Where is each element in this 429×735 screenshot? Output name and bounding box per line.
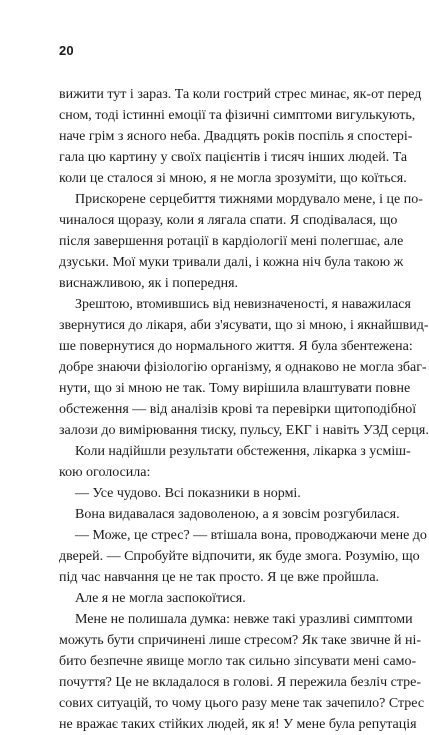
text-line: коли це сталося зі мною, я не могла зрозуміти, що коїться. (59, 171, 407, 186)
body-text (59, 84, 429, 735)
text-line: Мене не полишала думка: невже такі уразливі симптоми (75, 612, 413, 627)
text-line: — Усе чудово. Всі показники в нормі. (75, 486, 301, 501)
text-line: Але я не могла заспокоїтися. (75, 591, 246, 606)
text-line: вижити тут і зараз. Та коли гострий стрес минає, як-от перед (59, 87, 422, 102)
text-line: під час навчання це не так просто. Я це вже пройшла. (59, 570, 380, 585)
text-line: бито безпечне явище могло так сильно зіпсувати мені само- (59, 654, 417, 669)
text-line: залози до вимірювання тиску, пульсу, ЕКГ і навіть УЗД серця. (59, 423, 429, 438)
text-line: ше повернутися до нормального життя. Я була збентежена: (59, 339, 413, 354)
text-line: Коли надійшли результати обстеження, лікарка з усміш- (75, 444, 411, 459)
text-line: після завершення ротації в кардіології мені полегшає, але (59, 234, 404, 249)
text-line: Прискорене серцебиття тижнями мордувало мене, і це по- (75, 192, 423, 207)
text-line: кою оголосила: (59, 465, 151, 480)
text-line: нути, що зі мною не так. Тому вирішила влаштувати повне (59, 381, 411, 396)
text-line: Вона видавалася задоволеною, а я зовсім розгубилася. (75, 507, 400, 522)
text-line: добре знаючи фізіологію організму, я однаково не могла збаг- (59, 360, 427, 375)
text-line: сових ситуацій, то чому цього разу мене так зачепило? Стрес (59, 696, 425, 711)
text-line: не вражає таких стійких людей, як я! У мене була репутація (59, 717, 417, 732)
text-line: чиналося щоразу, коли я лягала спати. Я сподівалася, що (59, 213, 398, 228)
page-number: 20 (59, 43, 74, 58)
text-line: Зрештою, втомившись від невизначеності, я наважилася (75, 297, 411, 312)
text-line: гала цю картину у своїх пацієнтів і тисяч інших людей. Та (59, 150, 408, 165)
text-line: обстеження — від аналізів крові та перевірки щитоподібної (59, 402, 417, 417)
text-line: наче грім з ясного неба. Двадцять років поспіль я спостері- (59, 129, 413, 144)
text-line: дзуськи. Мої муки тривали далі, і кожна ніч була такою ж (59, 255, 404, 270)
text-line: — Може, це стрес? — втішала вона, проводжаючи мене до (75, 528, 427, 543)
text-line: почуття? Це не вкладалося в голові. Я пережила безліч стре- (59, 675, 422, 690)
text-line: дверей. — Спробуйте відпочити, як буде змога. Розумію, що (59, 549, 420, 564)
text-line: виснажливою, як і попередня. (59, 276, 239, 291)
text-line: можуть бути спричинені лише стресом? Як таке звичне й ні- (59, 633, 421, 648)
text-line: звернутися до лікаря, аби з'ясувати, що зі мною, і якнайшвид- (59, 318, 429, 333)
text-line: сном, тоді істинні емоції та фізичні симптоми вигулькують, (59, 108, 416, 123)
